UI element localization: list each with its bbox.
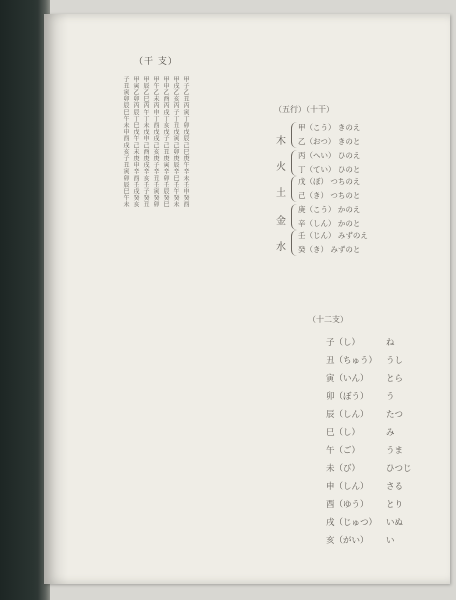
jikkan-row-kou: 甲（こう） きのえ xyxy=(298,123,361,132)
jikkan-row-shin: 辛（しん） かのと xyxy=(298,219,361,228)
jikkan-row-kou2: 庚（こう） かのえ xyxy=(298,205,361,214)
junishi-row-tori: 酉（ゆう） とり xyxy=(326,500,404,510)
junishi-row-hitsuji: 未（び） ひつじ xyxy=(326,464,412,474)
jikkan-row-ki: 己（き） つちのと xyxy=(298,191,361,200)
junishi-row-tatsu: 辰（しん） たつ xyxy=(326,410,404,420)
jikkan-row-hei: 丙（へい） ひのえ xyxy=(298,151,361,160)
element-fire: 火 xyxy=(276,162,286,173)
kanshi-heading: （干 支） xyxy=(134,57,178,67)
element-wood: 木 xyxy=(276,136,286,147)
jikkan-row-otsu: 乙（おつ） きのと xyxy=(298,137,361,146)
kanshi-column-5: 甲辰乙巳丙午丁未戊申己酉庚戌辛亥壬子癸丑 xyxy=(142,76,149,208)
brace-water xyxy=(291,230,297,256)
junishi-row-inu: 戌（じゅつ） いぬ xyxy=(326,518,404,528)
junishi-row-i: 亥（がい） い xyxy=(326,536,395,546)
element-earth: 土 xyxy=(276,188,286,199)
jikkan-row-ki2: 癸（き） みずのと xyxy=(298,245,361,254)
brace-wood xyxy=(291,122,297,148)
kanshi-column-2: 甲戌乙亥丙子丁丑戊寅己卯庚辰辛巳壬午癸未 xyxy=(172,76,179,208)
junishi-row-tora: 寅（いん） とら xyxy=(326,374,404,384)
kanshi-column-3: 甲申乙酉丙戌丁亥戊子己丑庚寅辛卯壬辰癸巳 xyxy=(162,76,169,208)
junishi-row-saru: 申（しん） さる xyxy=(326,482,404,492)
brace-earth xyxy=(291,176,297,202)
jikkan-row-jin: 壬（じん） みずのえ xyxy=(298,231,368,240)
kanshi-column-6: 甲寅乙卯丙辰丁巳戊午己未庚申辛酉壬戌癸亥 xyxy=(132,76,139,208)
jikkan-row-bo: 戊（ぼ） つちのえ xyxy=(298,177,361,186)
kanshi-column-1: 甲子乙丑丙寅丁卯戊辰己巳庚午辛未壬申癸酉 xyxy=(182,76,189,208)
jikkan-heading: （五行）（十干） xyxy=(274,105,334,114)
brace-metal xyxy=(291,204,297,230)
brace-fire xyxy=(291,150,297,176)
page-gutter-shadow xyxy=(44,14,68,584)
kanshi-column-7: 子丑寅卯辰巳午未申酉戌亥子丑寅卯辰巳午未 xyxy=(122,76,129,208)
element-water: 水 xyxy=(276,242,286,253)
junishi-row-mi: 巳（し） み xyxy=(326,428,395,438)
element-metal: 金 xyxy=(276,216,286,227)
jikkan-row-tei: 丁（てい） ひのと xyxy=(298,165,361,174)
junishi-row-ne: 子（し） ね xyxy=(326,338,395,348)
junishi-row-ushi: 丑（ちゅう） うし xyxy=(326,356,404,366)
junishi-row-uma: 午（ご） うま xyxy=(326,446,404,456)
book-page xyxy=(44,14,450,584)
junishi-heading: （十二支） xyxy=(308,315,348,324)
kanshi-column-4: 甲午乙未丙申丁酉戊戌己亥庚子辛丑壬寅癸卯 xyxy=(152,76,159,208)
junishi-row-u: 卯（ぼう） う xyxy=(326,392,395,402)
